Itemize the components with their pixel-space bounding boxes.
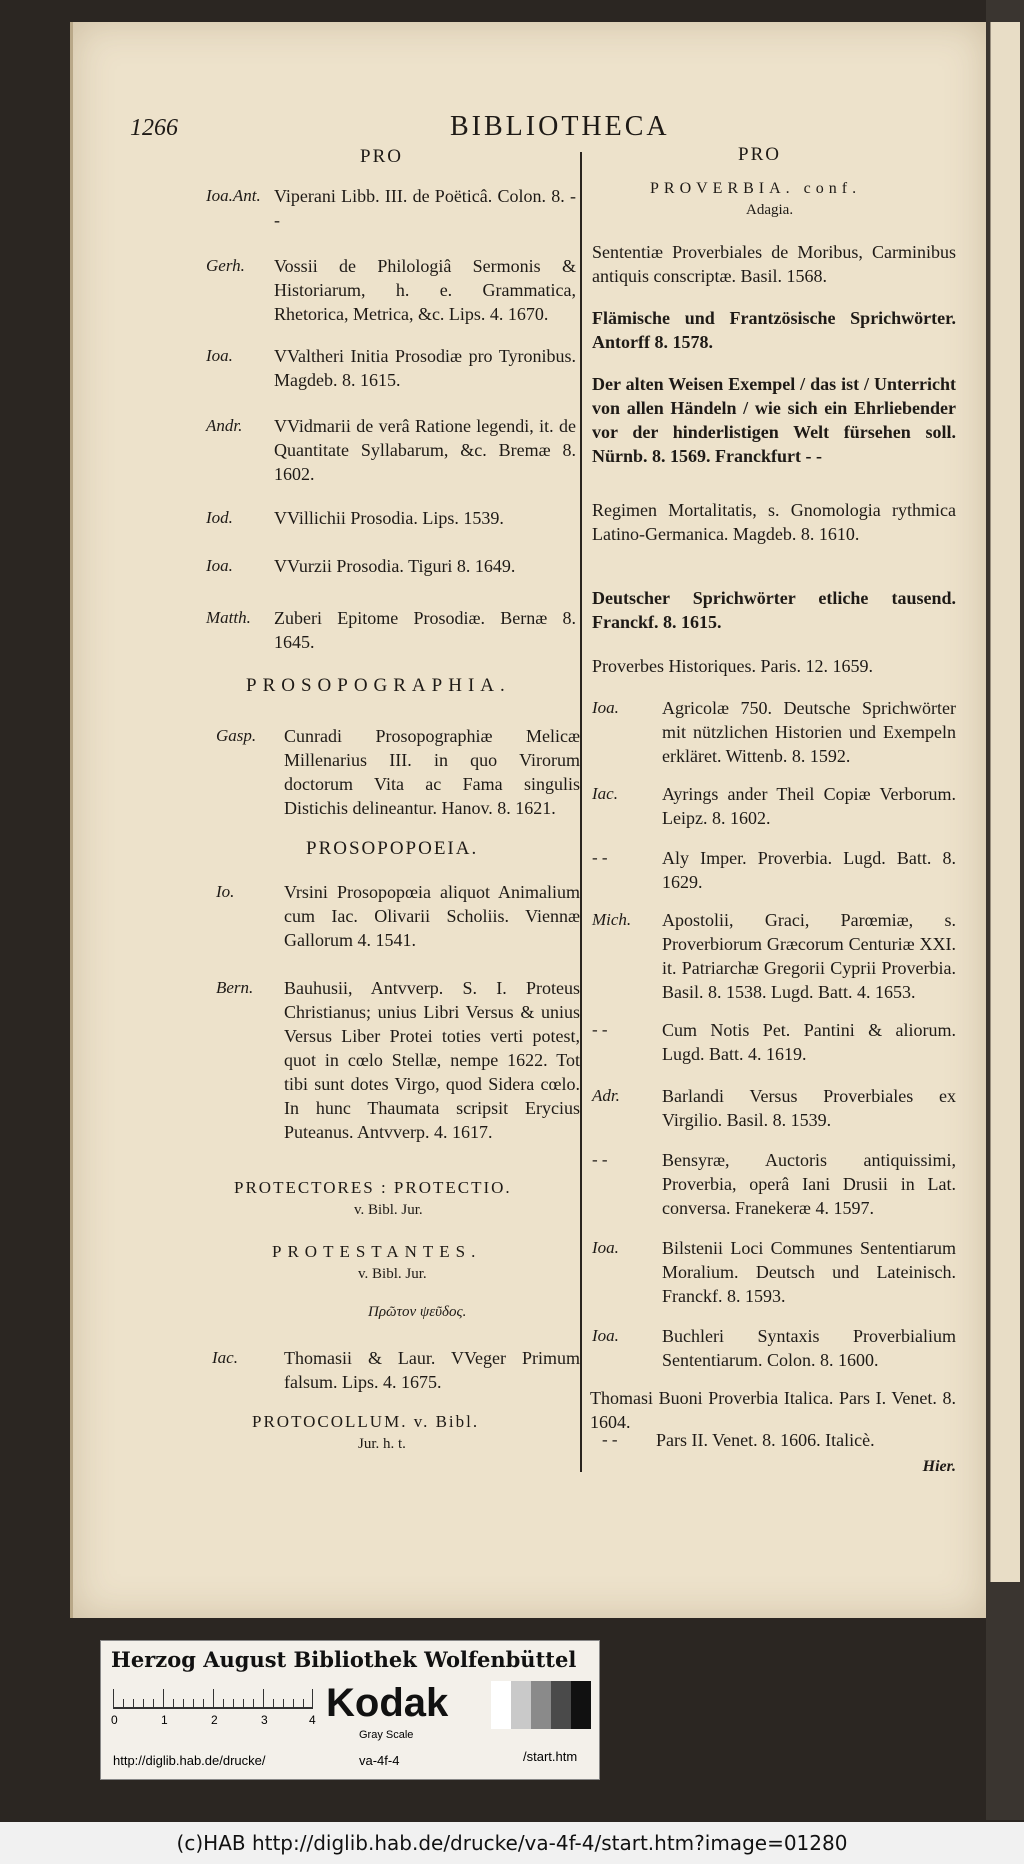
author-prefix: Iac. — [592, 784, 618, 803]
author-prefix: - - — [592, 1020, 608, 1039]
list-item — [592, 1084, 956, 1132]
gray-swatch — [491, 1681, 511, 1729]
ruler-tick — [153, 1699, 154, 1707]
list-item — [592, 306, 956, 354]
ruler-tick — [312, 1689, 313, 1707]
entry-text: Buchleri Syntaxis Proverbialium Sententiarum. Colon. 8. 1600. — [662, 1326, 956, 1370]
author-prefix: - - — [592, 1150, 608, 1169]
page-number: 1266 — [130, 115, 178, 141]
running-head: BIBLIOTHECA — [450, 111, 670, 142]
author-prefix: - - — [592, 848, 608, 867]
list-item — [206, 184, 576, 232]
author-prefix: Io. — [216, 882, 235, 901]
gray-swatches — [491, 1681, 591, 1729]
list-item — [206, 254, 576, 326]
cross-reference: Jur. h. t. — [358, 1436, 406, 1452]
ruler-tick — [223, 1699, 224, 1707]
list-item — [592, 1018, 956, 1066]
entry-text: VVillichii Prosodia. Lips. 1539. — [274, 508, 504, 528]
card-url-id: va-4f-4 — [359, 1753, 400, 1768]
list-item — [206, 506, 576, 530]
author-prefix: Matth. — [206, 608, 251, 627]
list-item — [602, 1428, 956, 1452]
left-column-head: PRO — [360, 146, 403, 167]
library-title: Herzog August Bibliothek Wolfenbüttel — [111, 1647, 577, 1672]
list-item — [592, 908, 956, 1004]
list-item — [216, 880, 580, 952]
ruler-tick — [243, 1699, 244, 1707]
entry-text: Cum Notis Pet. Pantini & aliorum. Lugd. Batt. 4. 1619. — [662, 1020, 956, 1064]
ruler-number: 3 — [261, 1713, 268, 1727]
list-item — [592, 586, 956, 634]
author-prefix: Ioa. — [592, 1326, 619, 1345]
gray-scale-label: Gray Scale — [359, 1729, 414, 1741]
list-item — [590, 1386, 956, 1434]
list-item — [206, 344, 576, 392]
author-prefix: Ioa. — [592, 698, 619, 717]
entry-text: Agricolæ 750. Deutsche Sprichwörter mit nützlichen Historien und Exempeln erkläret. Wittenb. 8. 1592. — [662, 698, 956, 766]
footer-caption: (c)HAB http://diglib.hab.de/drucke/va-4f-4/start.htm?image=01280 — [0, 1822, 1024, 1864]
kodak-logo: Kodak — [326, 1681, 449, 1725]
entry-text: Apostolii, Graci, Parœmiæ, s. Proverbiorum Græcorum Centuriæ XXI. it. Patriarchæ Gregorii Cyprii Proverbia. Basil. 8. 1538. Lugd. Batt. 4. 1653. — [662, 910, 956, 1002]
author-prefix: Gasp. — [216, 726, 257, 745]
ruler-tick — [253, 1699, 254, 1707]
entry-text: Vrsini Prosopopœia aliquot Animalium cum Iac. Olivarii Scholiis. Viennæ Gallorum 4. 1541. — [284, 882, 580, 950]
author-prefix: - - — [602, 1430, 618, 1449]
ruler-tick — [193, 1699, 194, 1707]
entry-text: Viperani Libb. III. de Poëticâ. Colon. 8. - - — [274, 186, 576, 230]
gray-swatch — [531, 1681, 551, 1729]
card-url-page: /start.htm — [523, 1749, 578, 1764]
author-prefix: Adr. — [592, 1086, 620, 1105]
card-url-base: http://diglib.hab.de/drucke/ — [113, 1753, 266, 1768]
author-prefix: Iac. — [212, 1348, 238, 1367]
ruler-tick — [143, 1699, 144, 1707]
list-item — [592, 654, 956, 678]
scale-card — [100, 1640, 600, 1780]
ruler-tick — [163, 1689, 164, 1707]
entry-text: Pars II. Venet. 8. 1606. Italicè. — [656, 1430, 875, 1450]
author-prefix: Ioa.Ant. — [206, 186, 261, 205]
ruler-tick — [133, 1699, 134, 1707]
right-column-head: PRO — [738, 144, 781, 165]
entry-text: Regimen Mortalitatis, s. Gnomologia rythmica Latino-Germanica. Magdeb. 8. 1610. — [592, 500, 956, 544]
entry-text: Bauhusii, Antvverp. S. I. Proteus Christianus; unius Libri Versus & unius Versus Liber Protei toties verti potest, quot in cœlo Stellæ, nempe 1622. Tot tibi sunt dotes Virgo, quod Sidera cœlo. In hunc Thaumata scripsit Erycius Puteanus. Antvverp. 4. 1617. — [284, 978, 580, 1142]
list-item — [206, 554, 576, 578]
list-item — [216, 976, 580, 1144]
ruler — [113, 1691, 313, 1709]
list-item — [592, 782, 956, 830]
ruler-number: 1 — [161, 1713, 168, 1727]
section-heading-prosopopoeia: PROSOPOPOEIA. — [306, 838, 479, 859]
author-prefix: Gerh. — [206, 256, 245, 275]
author-prefix: Ioa. — [592, 1238, 619, 1257]
author-prefix: Andr. — [206, 416, 243, 435]
ruler-tick — [283, 1699, 284, 1707]
section-heading-protestantes: PROTESTANTES. — [272, 1242, 482, 1261]
author-prefix: Iod. — [206, 508, 233, 527]
cross-reference: v. Bibl. Jur. — [354, 1202, 423, 1218]
entry-text: Bensyræ, Auctoris antiquissimi, Proverbia, operâ Iani Drusii in Lat. conversa. Franekeræ 4. 1597. — [662, 1150, 956, 1218]
cross-reference: v. Bibl. Jur. — [358, 1266, 427, 1282]
ruler-number: 2 — [211, 1713, 218, 1727]
list-item — [592, 1324, 956, 1372]
gray-swatch — [511, 1681, 531, 1729]
list-item — [592, 1236, 956, 1308]
ruler-tick — [303, 1699, 304, 1707]
gray-swatch — [551, 1681, 571, 1729]
entry-text: Cunradi Prosopographiæ Melicæ Millenarius III. in quo Virorum doctorum Vita ac Fama singulis Distichis delineantur. Hanov. 8. 1621. — [284, 726, 580, 818]
author-prefix: Ioa. — [206, 346, 233, 365]
ruler-tick — [293, 1699, 294, 1707]
entry-text: Barlandi Versus Proverbiales ex Virgilio. Basil. 8. 1539. — [662, 1086, 956, 1130]
section-heading-protocollum: PROTOCOLLUM. v. Bibl. — [252, 1412, 480, 1431]
list-item — [592, 498, 956, 570]
entry-text: Vossii de Philologiâ Sermonis & Historiarum, h. e. Grammatica, Rhetorica, Metrica, &c. Lips. 4. 1670. — [274, 256, 576, 324]
ruler-tick — [173, 1699, 174, 1707]
ruler-tick — [123, 1699, 124, 1707]
list-item — [216, 724, 580, 820]
entry-text: Flämische und Frantzösische Sprichwörter. Antorff 8. 1578. — [592, 308, 956, 352]
list-item — [206, 414, 576, 486]
entry-text: Zuberi Epitome Prosodiæ. Bernæ 8. 1645. — [274, 608, 576, 652]
ruler-tick — [263, 1689, 264, 1707]
entry-text: Proverbes Historiques. Paris. 12. 1659. — [592, 656, 873, 676]
entry-text: Deutscher Sprichwörter etliche tausend. Franckf. 8. 1615. — [592, 588, 956, 632]
entry-text: Ayrings ander Theil Copiæ Verborum. Leipz. 8. 1602. — [662, 784, 956, 828]
entry-text: Der alten Weisen Exempel / das ist / Unterricht von allen Händeln / wie sich ein Ehrliebender vor der hinderlistigen Welt fürsehen soll. Nürnb. 8. 1569. Franckfurt - - — [592, 374, 956, 466]
entry-text: VVurzii Prosodia. Tiguri 8. 1649. — [274, 556, 516, 576]
ruler-tick — [113, 1689, 114, 1707]
list-item — [592, 696, 956, 768]
ruler-tick — [213, 1689, 214, 1707]
list-item — [592, 372, 956, 468]
list-item — [592, 240, 956, 288]
cross-reference: Adagia. — [746, 202, 794, 218]
list-item — [592, 846, 956, 894]
entry-text: Sententiæ Proverbiales de Moribus, Carminibus antiquis conscriptæ. Basil. 1568. — [592, 242, 956, 286]
section-heading-prosopographia: PROSOPOGRAPHIA. — [246, 675, 511, 696]
author-prefix: Mich. — [592, 910, 632, 929]
entry-text: VValtheri Initia Prosodiæ pro Tyronibus. Magdeb. 8. 1615. — [274, 346, 576, 390]
entry-text: Aly Imper. Proverbia. Lugd. Batt. 8. 1629. — [662, 848, 956, 892]
author-prefix: Ioa. — [206, 556, 233, 575]
ruler-number: 0 — [111, 1713, 118, 1727]
ruler-tick — [273, 1699, 274, 1707]
ruler-tick — [203, 1699, 204, 1707]
author-prefix: Bern. — [216, 978, 254, 997]
list-item — [206, 606, 576, 654]
entry-text: Thomasii & Laur. VVeger Primum falsum. Lips. 4. 1675. — [284, 1348, 580, 1392]
list-item — [212, 1346, 580, 1394]
greek-heading: Πρῶτον ψεῦδος. — [368, 1304, 467, 1320]
catchword: Hier. — [922, 1458, 956, 1475]
ruler-tick — [233, 1699, 234, 1707]
column-divider — [580, 152, 582, 1472]
ruler-tick — [183, 1699, 184, 1707]
list-item — [592, 1148, 956, 1220]
entry-text: VVidmarii de verâ Ratione legendi, it. de Quantitate Syllabarum, &c. Bremæ 8. 1602. — [274, 416, 576, 484]
entry-text: Thomasi Buoni Proverbia Italica. Pars I. Venet. 8. 1604. — [590, 1388, 956, 1432]
ruler-number: 4 — [309, 1713, 316, 1727]
section-heading-proverbia: PROVERBIA. conf. — [650, 180, 862, 197]
gray-swatch — [571, 1681, 591, 1729]
adjacent-page-strip — [990, 22, 1020, 1582]
section-heading-protectores: PROTECTORES : PROTECTIO. — [234, 1178, 512, 1197]
entry-text: Bilstenii Loci Communes Sententiarum Moralium. Deutsch und Lateinisch. Franckf. 8. 1593. — [662, 1238, 956, 1306]
